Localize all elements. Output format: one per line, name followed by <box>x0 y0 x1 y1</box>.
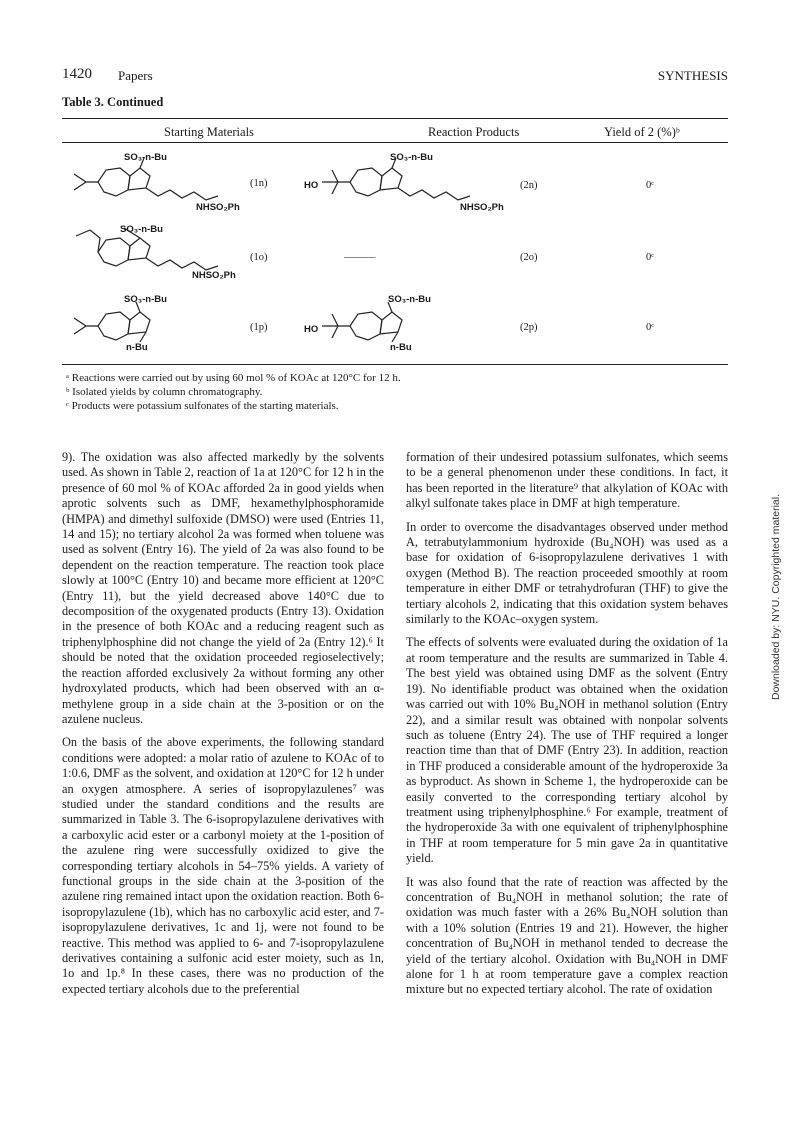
table-caption: Table 3. Continued <box>62 95 164 109</box>
download-watermark <box>770 260 788 700</box>
page-number: 1420 <box>62 66 92 82</box>
table-row <box>62 152 728 218</box>
chem-label: HO <box>304 324 319 335</box>
paragraph: 9). The oxidation was also affected markedly by the solvents used. As shown in Table 2, reaction of 1a at 120°C for 12 h in the presence of 60 mol % of KOAc afforded 2a in good yields when aprotic solvents such as DMF, hexamethylphosphoramide (HMPA) and dimethyl sulfoxide (DMSO) were used (Entries 11, 14 and 15); no tertiary alcohol 2a was formed when toluene was used as solvent (Entry 16). The yield of 2a was also found to be dependent on the reaction temperature. The reaction took place slowly at 100°C (Entry 10) and became more efficient at 120°C (Entry 11), but the yield decreased above 140°C due to decomposition of the oxygenated products (Entry 13). Oxidation in the presence of both KOAc and a reducing reagent such as triphenylphosphine did not change the yield of 2a (Entry 12).⁶ It should be noted that the oxidation proceeded regioselectively; the reaction afforded exclusively 2a without forming any other hydroxylated products, which had been observed with an α-methylene group in a side chain at the 3-position or on the azulene nucleus. <box>62 450 384 726</box>
journal-name: SYNTHESIS <box>657 68 728 83</box>
compound-id: (2o) <box>520 252 538 263</box>
section-name: Papers <box>118 68 153 83</box>
chem-label: NHSO₂Ph <box>196 202 240 213</box>
compound-id: (2n) <box>520 180 538 191</box>
col-starting-materials: Starting Materials <box>164 125 254 139</box>
paragraph: On the basis of the above experiments, the following standard conditions were adopted: a molar ratio of azulene to KOAc of to 1:0.6, DMF as the solvent, and oxidation at 120°C for 12 h under an oxygen atmosphere. A series of isopropylazulenes⁷ was studied under the standard conditions and the results are summarized in Table 3. The 6-isopropylazulene derivatives with a carboxylic acid ester or a carbonyl moiety at the 1-position of the azulene ring were successfully oxidized to give the corresponding tertiary alcohols in 54–75% yields. A variety of functional groups in the side chain at the 3-position of the azulene ring remained intact upon the oxidation reaction. Both 6-isopropylazulene (1b), which has no carboxylic acid ester, and 7-isopropylazulene derivatives, 1c and 1j, were not found to be reactive. This method was applied to 6- and 7-isopropylazulene derivatives containing a sulfonic acid ester moiety, such as 1n, 1o and 1p.⁸ In these cases, there was no production of the expected tertiary alcohols due to the preferential <box>62 735 384 996</box>
chem-label: SO₃-n-Bu <box>390 152 433 163</box>
compound-id: (1p) <box>250 322 268 333</box>
table-bottom-rule <box>62 364 728 365</box>
table-footnote: ᵃ Reactions were carried out by using 60 mol % of KOAc at 120°C for 12 h. <box>66 372 401 384</box>
compound-id: (1n) <box>250 178 268 189</box>
chem-label: HO <box>304 180 319 191</box>
table-header-rule <box>62 142 728 143</box>
paragraph: In order to overcome the disadvantages observed under method A, tetrabutylammonium hydroxide (Bu₄NOH) was used as a base for oxidation of 6-isopropylazulene derivatives 1 with oxygen (Method B). The reaction proceeded smoothly at room temperature in either DMF or tetrahydrofuran (THF) to give the tertiary alcohols 2, indicating that this oxidation system behaves similarly to the KOAc–oxygen system. <box>406 519 728 627</box>
table-row <box>62 294 728 356</box>
compound-id: (2p) <box>520 322 538 333</box>
yield-value: 0ᶜ <box>646 322 654 333</box>
left-column <box>62 450 384 1005</box>
chem-label: SO₃-n-Bu <box>120 224 163 235</box>
chem-label: n-Bu <box>126 342 148 353</box>
table-top-rule <box>62 118 728 119</box>
right-column <box>406 450 728 1006</box>
table-row <box>62 222 728 288</box>
paragraph: It was also found that the rate of reaction was affected by the concentration of Bu₄NOH in methanol solution; the rate of oxidation was much faster with a 26% Bu₄NOH solution than with a 10% solution (Entries 19 and 21). However, the higher concentration of Bu₄NOH in methanol tended to decrease the yield of the tertiary alcohol. Oxidation with Bu₄NOH in DMF alone for 1 h at room temperature gave a complex reaction mixture but no expected tertiary alcohol. The rate of oxidation <box>406 874 728 997</box>
download-note: Downloaded by: NYU. Copyrighted material. <box>770 493 782 700</box>
no-product-dash: ——— <box>344 252 376 263</box>
table-footnote: ᵇ Isolated yields by column chromatography. <box>66 386 263 398</box>
yield-value: 0ᶜ <box>646 180 654 191</box>
chem-label: SO₃-n-Bu <box>124 152 167 163</box>
col-yield: Yield of 2 (%)ᵇ <box>604 125 680 139</box>
col-reaction-products: Reaction Products <box>428 125 520 139</box>
chem-label: NHSO₂Ph <box>192 270 236 281</box>
chem-label: NHSO₂Ph <box>460 202 504 213</box>
chem-label: SO₃-n-Bu <box>388 294 431 305</box>
table-footnote: ᶜ Products were potassium sulfonates of the starting materials. <box>66 400 339 412</box>
chem-label: n-Bu <box>390 342 412 353</box>
compound-id: (1o) <box>250 252 268 263</box>
yield-value: 0ᶜ <box>646 252 654 263</box>
paragraph: formation of their undesired potassium sulfonates, which seems to be a general phenomenon under these conditions. In fact, it has been reported in the literature⁹ that alkylation of KOAc with alkyl sulfonate takes place in DMF at high temperature. <box>406 450 728 511</box>
paragraph: The effects of solvents were evaluated during the oxidation of 1a at room temperature and the results are summarized in Table 4. The best yield was obtained using DMF as the solvent (Entry 19). No identifiable product was obtained when the oxidation was carried out with 10% Bu₄NOH in methanol solution (Entry 22), and a similar result was obtained with nonpolar solvents such as toluene (Entry 24). The use of THF required a longer reaction time than that of DMF (Entry 23). In addition, reaction in THF produced a considerable amount of the hydroperoxide 3a as byproduct. As shown in Scheme 1, the hydroperoxide can be easily converted to the corresponding tertiary alcohol by treatment using triphenylphosphine.⁶ For example, treatment of the hydroperoxide 3a with one equivalent of triphenylphosphine in THF at room temperature for 5 min gave 2a in quantitative yield. <box>406 635 728 866</box>
chem-label: SO₃-n-Bu <box>124 294 167 305</box>
